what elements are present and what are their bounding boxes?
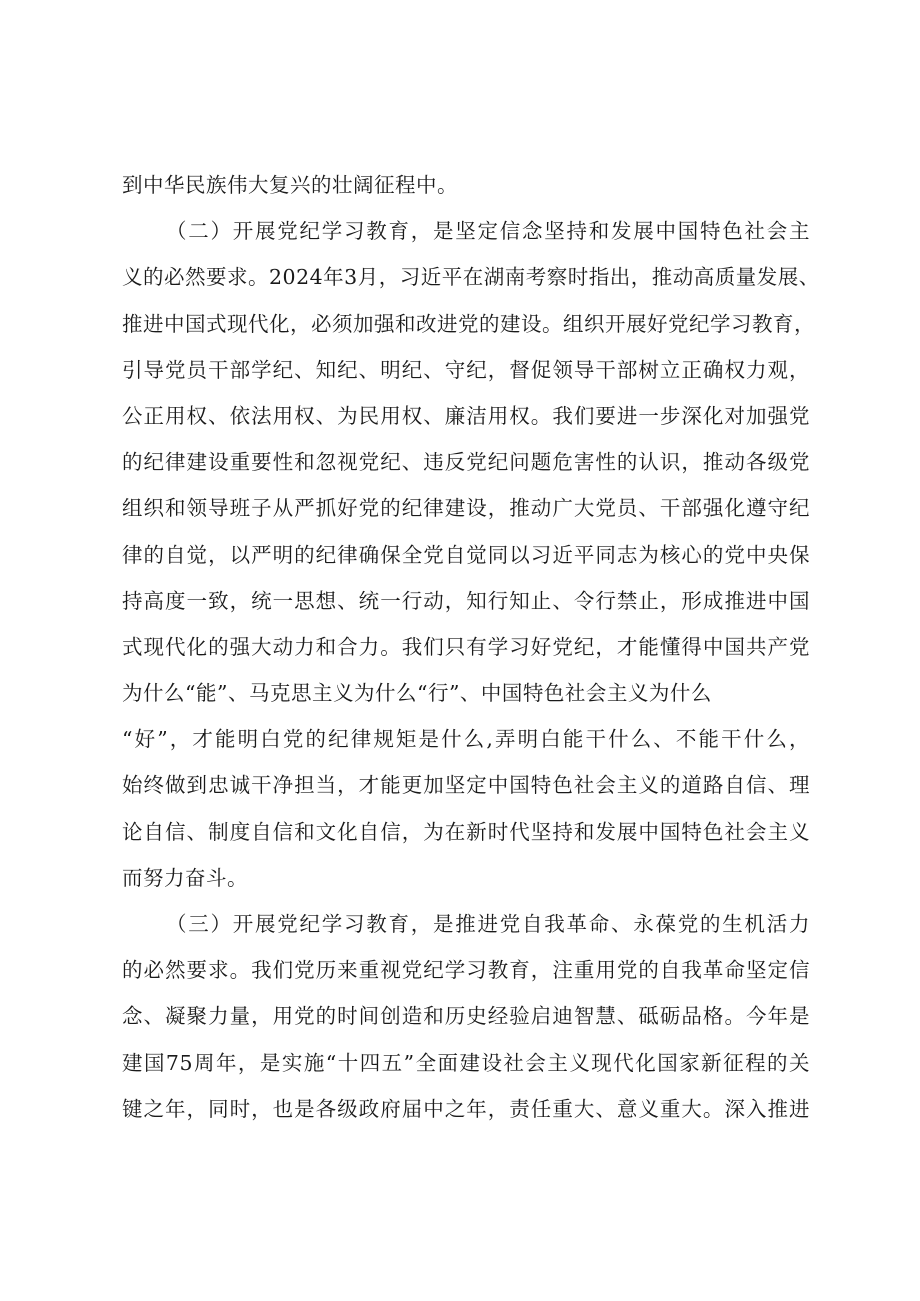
text-line: 始终做到忠诚干净担当，才能更加坚定中国特色社会主义的道路自信、理 xyxy=(122,773,810,798)
section-heading-line: （三）开展党纪学习教育，是推进党自我革命、永葆党的生机活力 xyxy=(166,912,810,936)
text-line: 建国75周年，是实施“十四五”全面建设社会主义现代化国家新征程的关 xyxy=(122,1050,810,1075)
text-line: “好”，才能明白党的纪律规矩是什么,弄明白能干什么、不能干什么， xyxy=(122,727,810,752)
text-line: 律的自觉，以严明的纪律确保全党自觉同以习近平同志为核心的党中央保 xyxy=(122,542,810,567)
section-heading-line: （二）开展党纪学习教育，是坚定信念坚持和发展中国特色社会主 xyxy=(166,219,810,244)
body-text xyxy=(122,162,820,1132)
text-line: 引导党员干部学纪、知纪、明纪、守纪，督促领导干部树立正确权力观， xyxy=(122,357,810,382)
text-line: 论自信、制度自信和文化自信，为在新时代坚持和发展中国特色社会主义 xyxy=(122,819,810,844)
text-line: 式现代化的强大动力和合力。我们只有学习好党纪，才能懂得中国共产党 xyxy=(122,634,810,659)
text-line: 到中华民族伟大复兴的壮阔征程中。 xyxy=(122,173,458,197)
text-line: 持高度一致，统一思想、统一行动，知行知止、令行禁止，形成推进中国 xyxy=(122,588,810,613)
text-line: 键之年，同时，也是各级政府届中之年，责任重大、意义重大。深入推进 xyxy=(122,1096,810,1121)
text-line: 义的必然要求。2024年3月，习近平在湖南考察时指出，推动高质量发展、 xyxy=(122,265,820,290)
text-line: 推进中国式现代化，必须加强和改进党的建设。组织开展好党纪学习教育， xyxy=(122,311,815,336)
text-line: 为什么“能”、马克思主义为什么“行”、中国特色社会主义为什么 xyxy=(122,681,712,706)
text-line: 公正用权、依法用权、为民用权、廉洁用权。我们要进一步深化对加强党 xyxy=(122,403,810,428)
text-line: 而努力奋斗。 xyxy=(122,865,248,890)
text-line: 的纪律建设重要性和忽视党纪、违反党纪问题危害性的认识，推动各级党 xyxy=(122,450,810,475)
text-line: 念、凝聚力量，用党的时间创造和历史经验启迪智慧、砥砺品格。今年是 xyxy=(122,1004,810,1029)
text-line: 的必然要求。我们党历来重视党纪学习教育，注重用党的自我革命坚定信 xyxy=(122,958,810,983)
text-line: 组织和领导班子从严抓好党的纪律建设，推动广大党员、干部强化遵守纪 xyxy=(122,496,810,521)
